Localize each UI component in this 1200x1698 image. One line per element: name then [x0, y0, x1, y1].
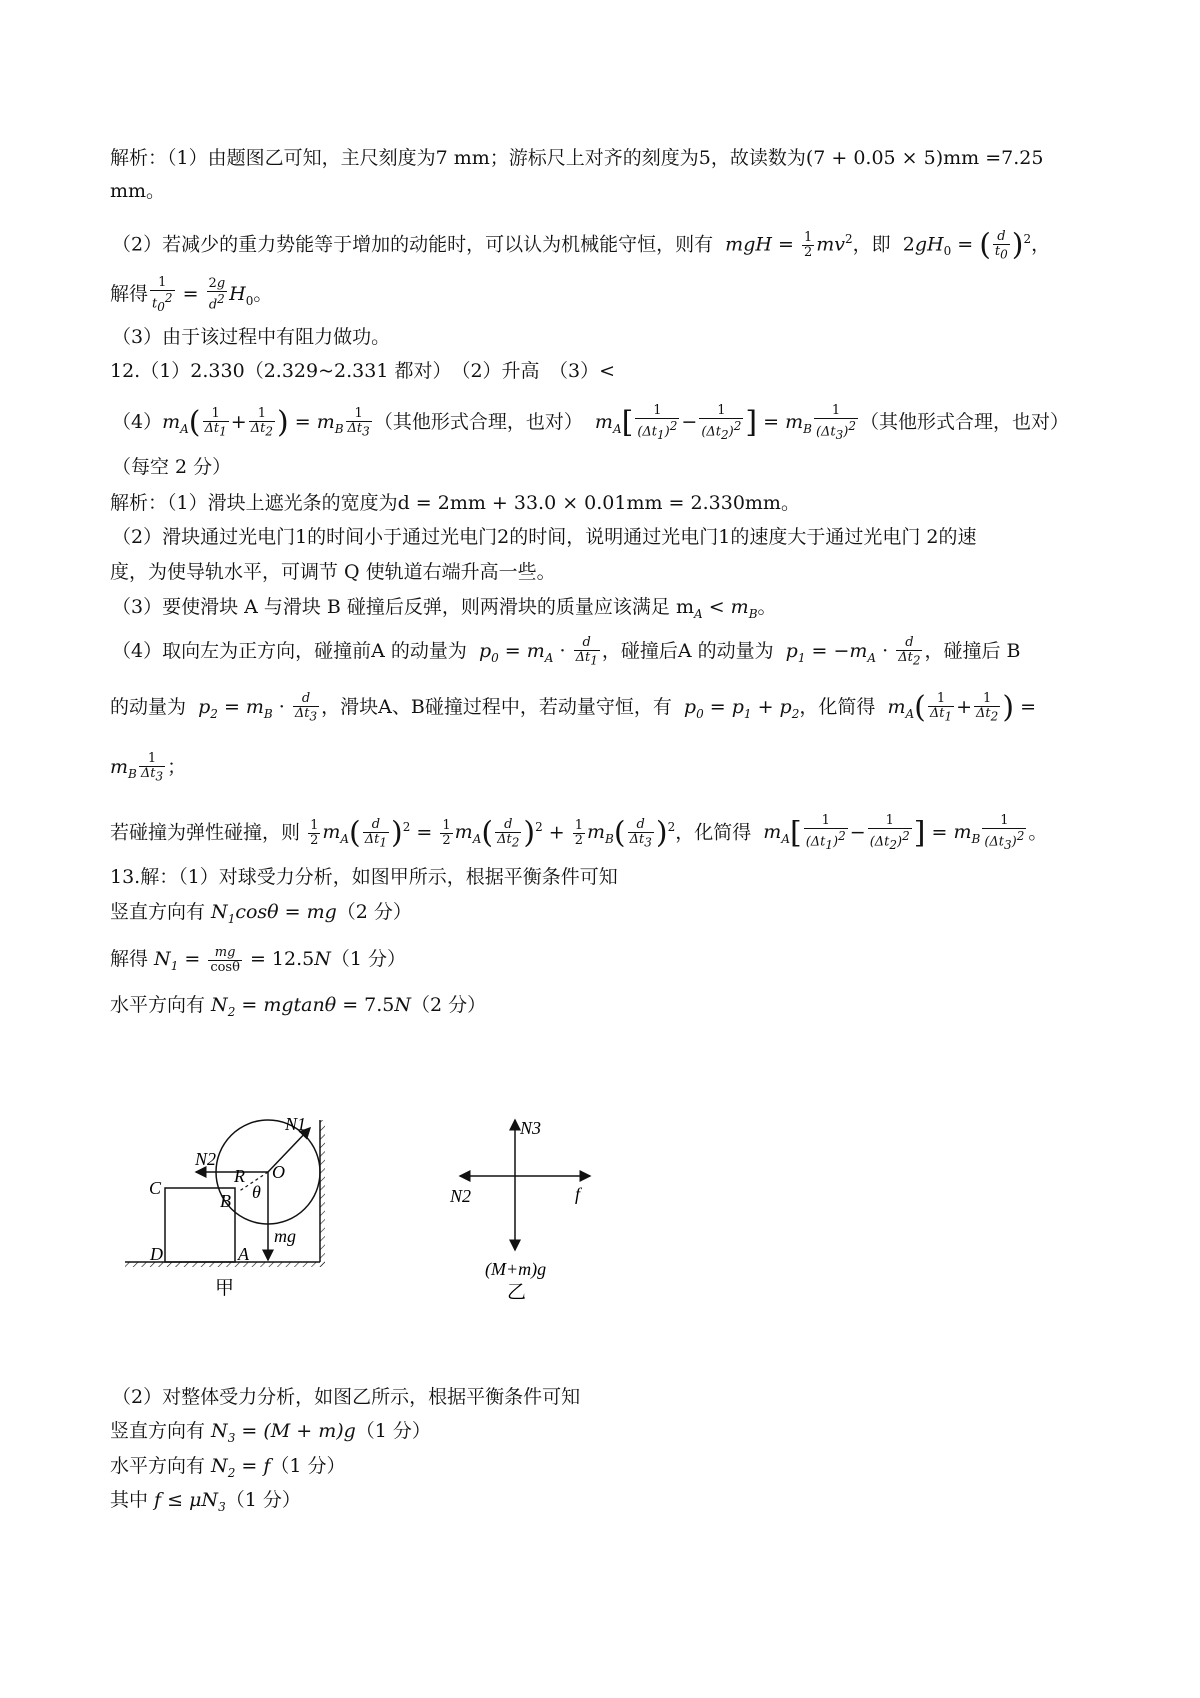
text-line: （4） — [112, 410, 163, 433]
text-line: （2 分） — [336, 901, 412, 923]
text-line: ，碰撞后 B — [924, 640, 1021, 662]
answer-13-vertical: 竖直方向有 $N_1\cos\theta = mg(2$ 分） — [110, 901, 412, 926]
text-line: ， — [1031, 233, 1051, 256]
label-D: D — [150, 1244, 163, 1264]
text-line: （4）取向左为正方向，碰撞前A 的动量为 — [112, 640, 467, 662]
text-line: （2）若减少的重力势能等于增加的动能时，可以认为机械能守恒，则有 — [112, 233, 714, 256]
analysis-11-3 — [112, 322, 390, 352]
answer-13-2-friction: 其中 $f \le \mu N_3(1$ 分） — [110, 1489, 301, 1514]
text-line: （1 分） — [355, 1420, 431, 1442]
text-line: （3）要使滑块 A 与滑块 B 碰撞后反弹，则两滑块的质量应该满足 m — [112, 596, 694, 618]
text-line: 水平方向有 — [110, 1455, 206, 1477]
text-line: 12.（1）2.330（2.329~2.331 都对） （2）升高 （3）< — [110, 360, 616, 382]
text-line: 其中 — [110, 1489, 149, 1511]
label-R: R — [234, 1166, 245, 1186]
diagram-jia — [125, 1114, 325, 1299]
score-note — [112, 452, 231, 482]
label-N3: N3 — [520, 1118, 542, 1138]
analysis-12-elastic: 若碰撞为弹性碰撞，则 $\frac{1}{2}$ $m_A$( $\frac{d}{\Delta t_1}$ )$^2$ = $\frac{1}{2}$ $m_A$( $\frac{d}{\Delta t_2}$ )$^2$ + $\frac{1}{2}$ $m_B$( $\frac{d}{\Delta t_3}$ )$^2$，化简得 $m_A$[ $\frac{1}{(\Delta t_1)^2}$ − $\frac{1}{(\Delta t_2)^2}$ ] = $m_B$ $\frac{1}{(\Delta t_3)^2}$ 。 — [110, 813, 1048, 853]
label-N1: N1 — [285, 1114, 307, 1134]
text-line: （其他形式合理，也对） — [859, 410, 1069, 433]
answer-13-2-horizontal: 水平方向有 $N_2 = f(1$ 分） — [110, 1455, 346, 1480]
analysis-12-4-mb: $m_B$ $\frac{1}{\Delta t_3}$ ； — [110, 751, 187, 784]
text-line: （1 分） — [270, 1455, 346, 1477]
text-line: mm。 — [110, 180, 166, 202]
label-Mmg: (M+m)g — [485, 1259, 547, 1279]
text-line: （1 分） — [225, 1489, 301, 1511]
text-line: （2 分） — [411, 994, 487, 1016]
text-line: 水平方向有 — [110, 994, 206, 1016]
text-line: （2）滑块通过光电门1的时间小于通过光电门2的时间，说明通过光电门1的速度大于通过光电门 2的速 — [112, 526, 977, 548]
text-line: ，碰撞后A 的动量为 — [601, 640, 774, 662]
label-A: A — [238, 1244, 249, 1264]
label-f: f — [575, 1184, 581, 1204]
label-N2: N2 — [195, 1149, 217, 1169]
text-line: 度，为使导轨水平，可调节 Q 使轨道右端升高一些。 — [110, 561, 556, 583]
text-line: （3）由于该过程中有阻力做功。 — [112, 326, 391, 348]
answer-12 — [110, 356, 615, 386]
text-line: 竖直方向有 — [110, 901, 206, 923]
text-line: ，化简得 — [799, 696, 876, 718]
answer-13-2-vertical: 竖直方向有 $N_3 = (M + m)g(1$ 分） — [110, 1420, 431, 1445]
text-line: （2）对整体受力分析，如图乙所示，根据平衡条件可知 — [112, 1386, 581, 1408]
label-C: C — [149, 1178, 162, 1198]
label-O: O — [272, 1162, 285, 1182]
answer-13 — [110, 862, 618, 892]
caption-yi: 乙 — [507, 1281, 527, 1303]
text-line: 解析：（1）由题图乙可知，主尺刻度为7 mm；游标尺上对齐的刻度为5，故读数为(7 + 0.05 × 5)mm =7.25 — [110, 147, 1044, 169]
text-line: ，化简得 — [675, 821, 752, 844]
text-line: 解得 — [110, 282, 149, 305]
text-line: 13.解：（1）对球受力分析，如图甲所示，根据平衡条件可知 — [110, 866, 618, 888]
answer-13-horizontal: 水平方向有 $N_2 = mgtan\theta = 7.5N(2$ 分） — [110, 994, 487, 1019]
label-mg: mg — [274, 1226, 296, 1246]
text-line: ，即 — [852, 233, 891, 256]
text-line: （其他形式合理，也对） — [373, 410, 583, 433]
analysis-12-2 — [112, 522, 976, 552]
answer-13-2 — [112, 1382, 580, 1412]
text-line: 的动量为 — [110, 696, 187, 718]
label-N2-yi: N2 — [450, 1186, 472, 1206]
analysis-12-1 — [110, 488, 800, 518]
text-line: 竖直方向有 — [110, 1420, 206, 1442]
analysis-12-2-cont — [110, 557, 556, 587]
text-line: 若碰撞为弹性碰撞，则 — [110, 821, 301, 844]
text-line: 。 — [253, 282, 273, 305]
analysis-12-4-cont: 的动量为 $p_2 = m_B$ · $\frac{d}{\Delta t_3}$ ，滑块A、B碰撞过程中，若动量守恒，有 $p_0 = p_1 + p_2$，化简得 $m_A$( $\frac{1}{\Delta t_1}$ + $\frac{1}{\Delta t_2}$ ) = — [110, 690, 1036, 725]
label-B: B — [220, 1191, 231, 1211]
analysis-12-3: （3）要使滑块 A 与滑块 B 碰撞后反弹，则两滑块的质量应该满足 $m_A < m_B$。 — [112, 596, 777, 621]
analysis-11-2-result: 解得 $\frac{1}{t_0^2}$ = $\frac{2g}{d^2}$ $H_0$。 — [110, 275, 273, 314]
text-line: ，滑块A、B碰撞过程中，若动量守恒，有 — [321, 696, 672, 718]
text-line: （每空 2 分） — [112, 456, 232, 478]
analysis-12-4: （4）取向左为正方向，碰撞前A 的动量为 $p_0 = m_A$ · $\frac{d}{\Delta t_1}$ ，碰撞后A 的动量为 $p_1 = -m_A$ · $\frac{d}{\Delta t_2}$ ，碰撞后 B — [112, 635, 1021, 668]
analysis-11-2: （2）若减少的重力势能等于增加的动能时，可以认为机械能守恒，则有 mgH = $\frac{1}{2}$ $mv^2$，即 $2gH_0$ = ( $\frac{d}{t_0}$ )$^2$， — [112, 227, 1051, 263]
text-line: 解析：（1）滑块上遮光条的宽度为d = 2mm + 33.0 × 0.01mm = 2.330mm。 — [110, 492, 800, 514]
analysis-11-1-cont — [110, 176, 165, 206]
answer-13-N1: 解得 $N_1$ = $\frac{mg}{\cos\theta}$ = 12.5N（1 分） — [110, 944, 407, 975]
caption-jia: 甲 — [215, 1277, 235, 1299]
force-diagrams — [120, 1110, 680, 1345]
answer-12-4: $(4)m_A$( $\frac{1}{\Delta t_1}$ + $\frac{1}{\Delta t_2}$ ) = $m_B$ $\frac{1}{\Delta t_3}$ （其他形式合理，也对） $m_A$[ $\frac{1}{(\Delta t_1)^2}$ − $\frac{1}{(\Delta t_2)^2}$ ] = $m_B$ $\frac{1}{(\Delta t_3)^2}$ （其他形式合理，也对） — [112, 403, 1069, 442]
text-line: 解得 — [110, 948, 149, 970]
analysis-11-1 — [110, 143, 1043, 173]
text-line: （1 分） — [330, 948, 407, 970]
label-theta: θ — [252, 1182, 261, 1202]
diagram-yi — [449, 1118, 590, 1303]
